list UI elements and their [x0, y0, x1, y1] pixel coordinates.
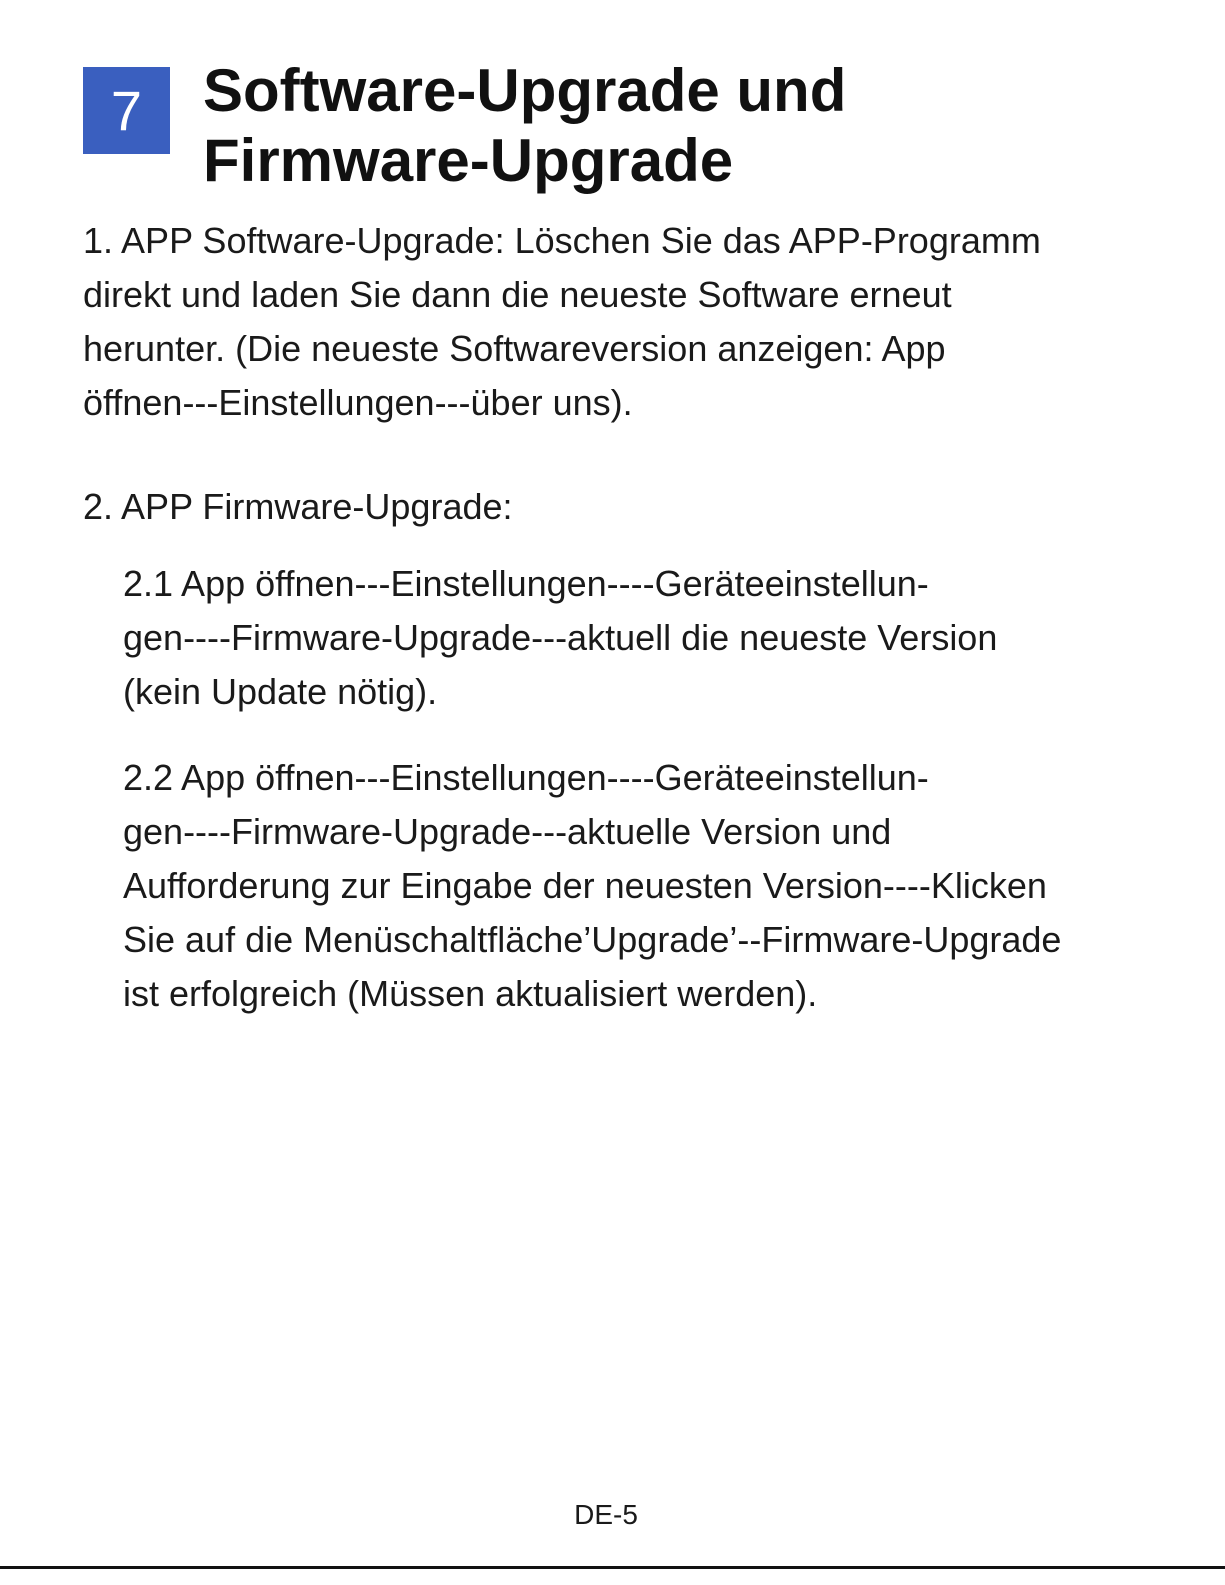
text-line: direkt und laden Sie dann die neueste Software erneut [83, 274, 952, 315]
section-title-line: Firmware-Upgrade [203, 127, 734, 194]
page-number: DE-5 [574, 1499, 638, 1530]
paragraph-step-2-1 [123, 557, 997, 719]
text-line: 2. APP Firmware-Upgrade: [83, 486, 513, 527]
section-number-badge: 7 [83, 67, 170, 154]
bottom-divider [0, 1566, 1225, 1569]
text-line: herunter. (Die neueste Softwareversion anzeigen: App [83, 328, 946, 369]
section-title-line: Software-Upgrade und [203, 57, 847, 124]
paragraph-app-software-upgrade [83, 214, 1041, 430]
text-line: ist erfolgreich (Müssen aktualisiert werden). [123, 973, 818, 1014]
text-line: Aufforderung zur Eingabe der neuesten Version----Klicken [123, 865, 1047, 906]
paragraph-app-firmware-upgrade-heading [83, 480, 513, 534]
text-line: Sie auf die Menüschaltfläche’Upgrade’--Firmware-Upgrade [123, 919, 1062, 960]
text-line: (kein Update nötig). [123, 671, 438, 712]
text-line: 2.1 App öffnen---Einstellungen----Geräteeinstellun- [123, 563, 929, 604]
text-line: gen----Firmware-Upgrade---aktuell die neueste Version [123, 617, 998, 658]
text-line: gen----Firmware-Upgrade---aktuelle Version und [123, 811, 892, 852]
text-line: öffnen---Einstellungen---über uns). [83, 382, 633, 423]
text-line: 1. APP Software-Upgrade: Löschen Sie das APP-Programm [83, 220, 1041, 261]
section-title [203, 56, 846, 196]
paragraph-step-2-2 [123, 751, 1061, 1021]
text-line: 2.2 App öffnen---Einstellungen----Geräteeinstellun- [123, 757, 929, 798]
